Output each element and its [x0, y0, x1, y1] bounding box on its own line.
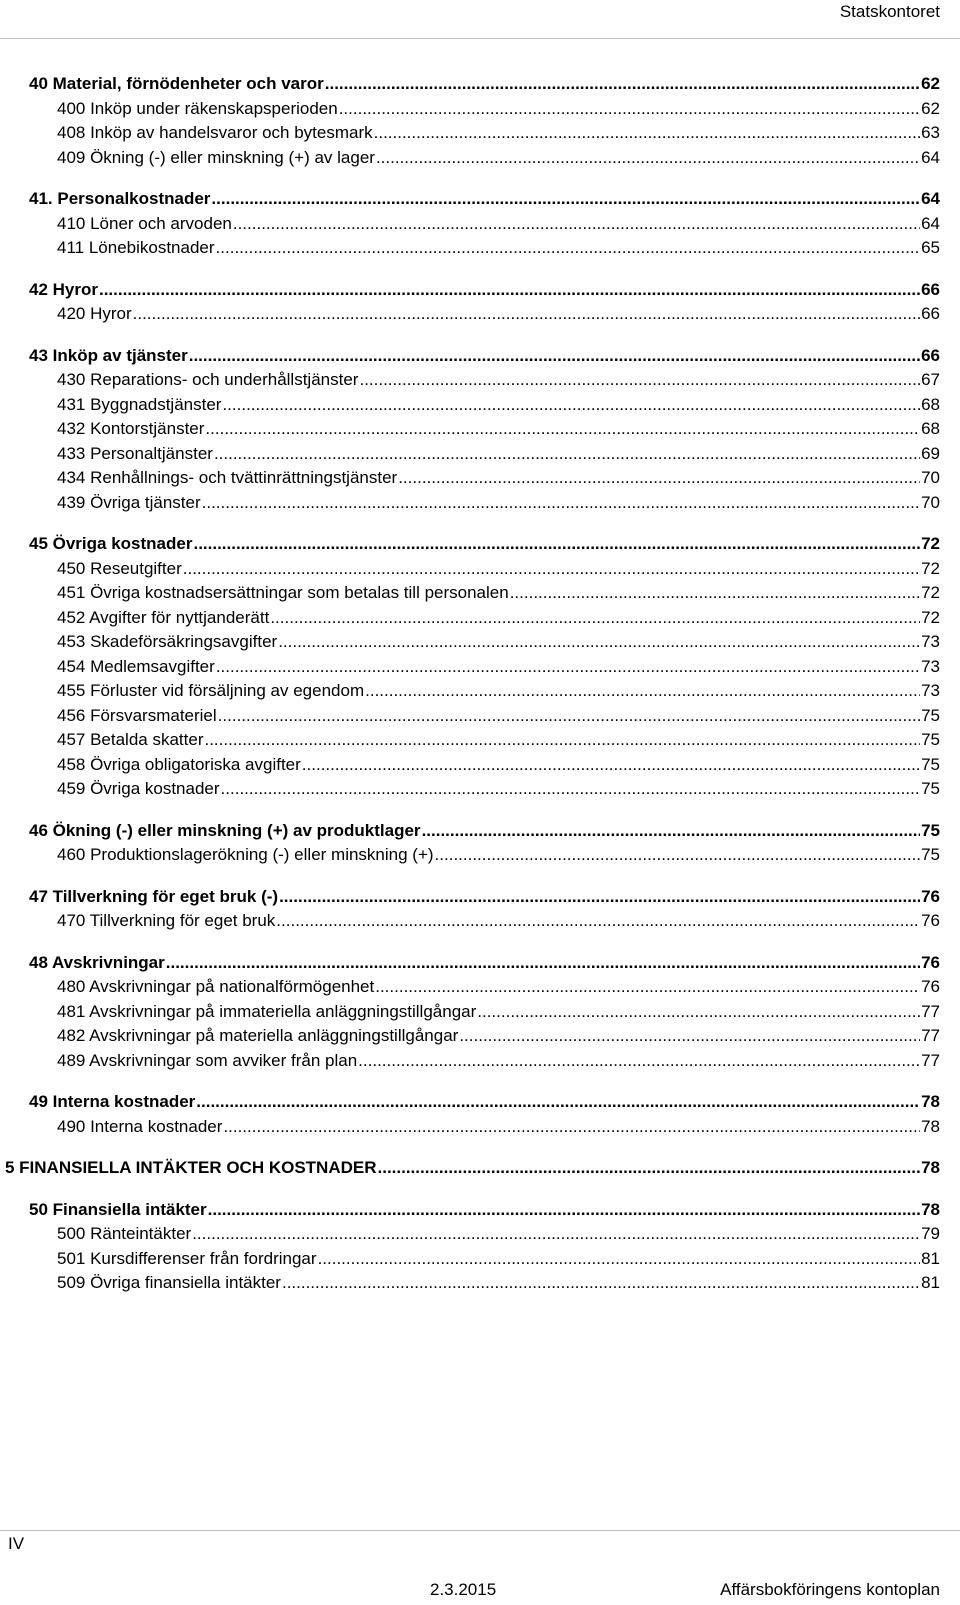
toc-spacer — [0, 802, 960, 819]
toc-entry[interactable] — [57, 1049, 940, 1074]
toc-leader-dots — [398, 466, 920, 491]
toc-section[interactable] — [29, 951, 940, 976]
toc-leader-dots — [208, 1198, 920, 1223]
toc-entry[interactable] — [57, 1115, 940, 1140]
toc-entry-label: 500 Ränteintäkter — [57, 1222, 192, 1247]
toc-entry[interactable] — [57, 1222, 940, 1247]
toc-section[interactable] — [29, 1198, 940, 1223]
toc-entry[interactable] — [57, 975, 940, 1000]
toc-leader-dots — [218, 704, 920, 729]
toc-page-number: 64 — [921, 189, 940, 208]
toc-entry-label: 50 Finansiella intäkter — [29, 1198, 208, 1223]
toc-leader-dots — [233, 212, 920, 237]
toc-page-number: 76 — [921, 911, 940, 930]
toc-page-number: 68 — [921, 394, 940, 414]
toc-section[interactable] — [29, 187, 940, 212]
toc-leader-dots — [375, 975, 920, 1000]
toc-leader-dots — [510, 581, 920, 606]
toc-entry[interactable] — [57, 581, 940, 606]
toc-entry-label: 47 Tillverkning för eget bruk (-) — [29, 885, 279, 910]
toc-entry-label: 5 FINANSIELLA INTÄKTER OCH KOSTNADER — [5, 1156, 378, 1181]
toc-page-number: 66 — [921, 345, 940, 365]
toc-leader-dots — [477, 1000, 920, 1025]
toc-entry[interactable] — [57, 704, 940, 729]
table-of-contents — [0, 72, 960, 1296]
toc-page-number: 75 — [921, 845, 940, 864]
toc-entry[interactable] — [57, 728, 940, 753]
toc-entry[interactable] — [57, 1000, 940, 1025]
toc-leader-dots — [325, 72, 920, 97]
toc-entry[interactable] — [57, 1271, 940, 1296]
toc-entry[interactable] — [57, 909, 940, 934]
toc-spacer — [0, 1181, 960, 1198]
toc-page-number: 77 — [921, 1026, 940, 1045]
toc-entry-label: 48 Avskrivningar — [29, 951, 166, 976]
toc-entry-label: 42 Hyror — [29, 278, 99, 303]
toc-entry-label: 49 Interna kostnader — [29, 1090, 196, 1115]
toc-page-number: 65 — [921, 238, 940, 257]
toc-leader-dots — [192, 1222, 920, 1247]
toc-spacer — [0, 1073, 960, 1090]
toc-page-number: 63 — [921, 123, 940, 142]
toc-page-number: 75 — [921, 730, 940, 749]
toc-leader-dots — [278, 630, 920, 655]
toc-leader-dots — [211, 187, 920, 212]
toc-entry-label: 45 Övriga kostnader — [29, 532, 193, 557]
toc-entry[interactable] — [57, 753, 940, 778]
toc-entry[interactable] — [57, 1247, 940, 1272]
toc-page-number: 64 — [921, 147, 940, 167]
toc-page-number: 81 — [921, 1248, 940, 1268]
toc-entry-label: 501 Kursdifferenser från fordringar — [57, 1247, 318, 1272]
toc-leader-dots — [318, 1247, 921, 1272]
toc-leader-dots — [204, 728, 920, 753]
footer-divider — [0, 1530, 960, 1531]
toc-leader-dots — [166, 951, 920, 976]
toc-page-number: 72 — [921, 583, 940, 602]
toc-page-number: 75 — [921, 779, 940, 798]
toc-page-number: 72 — [921, 534, 940, 553]
toc-leader-dots — [378, 1156, 921, 1181]
toc-leader-dots — [99, 278, 920, 303]
toc-entry[interactable] — [57, 97, 940, 122]
toc-leader-dots — [223, 1115, 920, 1140]
toc-page-number: 68 — [921, 419, 940, 438]
footer-date: 2.3.2015 — [430, 1580, 497, 1599]
toc-entry-label: 452 Avgifter för nyttjanderätt — [57, 606, 270, 631]
toc-page-number: 70 — [921, 468, 940, 487]
toc-spacer — [0, 934, 960, 951]
toc-entry[interactable] — [57, 442, 940, 467]
toc-entry-label: 455 Förluster vid försäljning av egendom — [57, 679, 365, 704]
header-divider — [0, 38, 960, 39]
toc-entry-label: 450 Reseutgifter — [57, 557, 183, 582]
page-number: IV — [8, 1534, 25, 1553]
toc-entry-label: 458 Övriga obligatoriska avgifter — [57, 753, 302, 778]
toc-entry-label: 482 Avskrivningar på materiella anläggningstillgångar — [57, 1024, 459, 1049]
toc-page-number: 67 — [921, 370, 940, 389]
toc-leader-dots — [376, 146, 920, 171]
toc-page-number: 69 — [921, 443, 940, 463]
toc-leader-dots — [222, 393, 920, 418]
toc-leader-dots — [359, 368, 920, 393]
toc-entry[interactable] — [57, 606, 940, 631]
toc-entry-label: 40 Material, förnödenheter och varor — [29, 72, 325, 97]
toc-page-number: 76 — [921, 977, 940, 996]
toc-leader-dots — [339, 97, 920, 122]
toc-page-number: 66 — [921, 304, 940, 323]
toc-leader-dots — [422, 819, 921, 844]
toc-page-number: 76 — [921, 952, 940, 972]
toc-chapter[interactable] — [5, 1156, 940, 1181]
toc-entry-label: 410 Löner och arvoden — [57, 212, 233, 237]
toc-section[interactable] — [29, 344, 940, 369]
toc-entry-label: 439 Övriga tjänster — [57, 491, 202, 516]
toc-section[interactable] — [29, 885, 940, 910]
toc-leader-dots — [365, 679, 920, 704]
toc-page-number: 73 — [921, 656, 940, 676]
toc-spacer — [0, 1139, 960, 1156]
toc-entry-label: 456 Försvarsmateriel — [57, 704, 218, 729]
toc-leader-dots — [279, 885, 920, 910]
toc-entry-label: 453 Skadeförsäkringsavgifter — [57, 630, 278, 655]
toc-section[interactable] — [29, 819, 940, 844]
toc-entry-label: 432 Kontorstjänster — [57, 417, 205, 442]
toc-page-number: 72 — [921, 607, 940, 627]
toc-entry-label: 470 Tillverkning för eget bruk — [57, 909, 276, 934]
toc-entry[interactable] — [57, 679, 940, 704]
toc-page-number: 78 — [921, 1199, 940, 1219]
toc-leader-dots — [270, 606, 920, 631]
toc-page-number: 76 — [921, 886, 940, 906]
toc-entry[interactable] — [57, 302, 940, 327]
toc-entry-label: 451 Övriga kostnadsersättningar som betalas till personalen — [57, 581, 510, 606]
toc-entry-label: 490 Interna kostnader — [57, 1115, 223, 1140]
toc-entry[interactable] — [57, 236, 940, 261]
toc-leader-dots — [196, 1090, 920, 1115]
toc-page-number: 70 — [921, 492, 940, 512]
toc-leader-dots — [183, 557, 920, 582]
toc-page-number: 62 — [921, 74, 940, 93]
toc-page-number: 75 — [921, 754, 940, 774]
toc-leader-dots — [205, 417, 920, 442]
toc-page-number: 66 — [921, 279, 940, 299]
toc-page-number: 78 — [921, 1092, 940, 1111]
toc-page-number: 79 — [921, 1224, 940, 1243]
toc-entry-label: 480 Avskrivningar på nationalförmögenhet — [57, 975, 375, 1000]
toc-leader-dots — [459, 1024, 920, 1049]
toc-entry[interactable] — [57, 466, 940, 491]
toc-leader-dots — [435, 843, 921, 868]
toc-entry[interactable] — [57, 1024, 940, 1049]
toc-entry[interactable] — [57, 655, 940, 680]
toc-entry[interactable] — [57, 491, 940, 516]
toc-page-number: 72 — [921, 558, 940, 578]
toc-spacer — [0, 170, 960, 187]
toc-entry-label: 509 Övriga finansiella intäkter — [57, 1271, 282, 1296]
toc-page-number: 73 — [921, 632, 940, 651]
toc-entry[interactable] — [57, 121, 940, 146]
toc-page-number: 64 — [921, 213, 940, 233]
toc-spacer — [0, 515, 960, 532]
toc-page-number: 78 — [921, 1158, 940, 1177]
toc-entry-label: 457 Betalda skatter — [57, 728, 204, 753]
toc-section[interactable] — [29, 72, 940, 97]
toc-section[interactable] — [29, 532, 940, 557]
toc-entry-label: 400 Inköp under räkenskapsperioden — [57, 97, 339, 122]
toc-leader-dots — [374, 121, 920, 146]
toc-entry-label: 430 Reparations- och underhållstjänster — [57, 368, 359, 393]
toc-entry-label: 431 Byggnadstjänster — [57, 393, 222, 418]
toc-entry[interactable] — [57, 212, 940, 237]
toc-spacer — [0, 327, 960, 344]
toc-entry-label: 408 Inköp av handelsvaror och bytesmark — [57, 121, 374, 146]
toc-entry-label: 460 Produktionslagerökning (-) eller minskning (+) — [57, 843, 435, 868]
toc-leader-dots — [202, 491, 920, 516]
toc-leader-dots — [189, 344, 920, 369]
toc-entry[interactable] — [57, 777, 940, 802]
toc-entry[interactable] — [57, 557, 940, 582]
toc-entry[interactable] — [57, 843, 940, 868]
toc-entry-label: 454 Medlemsavgifter — [57, 655, 216, 680]
toc-entry-label: 41. Personalkostnader — [29, 187, 211, 212]
toc-entry-label: 43 Inköp av tjänster — [29, 344, 189, 369]
toc-page-number: 78 — [921, 1116, 940, 1136]
toc-page-number: 81 — [921, 1273, 940, 1292]
toc-spacer — [0, 868, 960, 885]
toc-leader-dots — [133, 302, 920, 327]
toc-leader-dots — [276, 909, 920, 934]
toc-section[interactable] — [29, 1090, 940, 1115]
toc-leader-dots — [282, 1271, 920, 1296]
toc-entry-label: 481 Avskrivningar på immateriella anläggningstillgångar — [57, 1000, 477, 1025]
toc-leader-dots — [221, 777, 921, 802]
toc-entry-label: 434 Renhållnings- och tvättinrättningstjänster — [57, 466, 398, 491]
toc-leader-dots — [214, 442, 920, 467]
toc-page-number: 73 — [921, 681, 940, 700]
toc-page-number: 77 — [921, 1001, 940, 1021]
toc-leader-dots — [358, 1049, 920, 1074]
toc-entry-label: 411 Lönebikostnader — [57, 236, 216, 261]
header-title: Statskontoret — [839, 2, 940, 21]
toc-entry[interactable] — [57, 368, 940, 393]
toc-spacer — [0, 261, 960, 278]
toc-leader-dots — [193, 532, 920, 557]
toc-entry-label: 459 Övriga kostnader — [57, 777, 221, 802]
toc-page-number: 62 — [921, 98, 940, 118]
footer-document-title: Affärsbokföringens kontoplan — [720, 1580, 940, 1599]
toc-entry[interactable] — [57, 630, 940, 655]
toc-page-number: 75 — [921, 820, 940, 840]
toc-section[interactable] — [29, 278, 940, 303]
toc-leader-dots — [216, 236, 921, 261]
toc-entry[interactable] — [57, 417, 940, 442]
toc-entry-label: 46 Ökning (-) eller minskning (+) av produktlager — [29, 819, 422, 844]
toc-page-number: 77 — [921, 1050, 940, 1070]
toc-leader-dots — [216, 655, 920, 680]
toc-page-number: 75 — [921, 705, 940, 725]
toc-entry[interactable] — [57, 146, 940, 171]
toc-entry[interactable] — [57, 393, 940, 418]
toc-entry-label: 409 Ökning (-) eller minskning (+) av lager — [57, 146, 376, 171]
toc-entry-label: 489 Avskrivningar som avviker från plan — [57, 1049, 358, 1074]
toc-leader-dots — [302, 753, 920, 778]
toc-entry-label: 433 Personaltjänster — [57, 442, 214, 467]
toc-entry-label: 420 Hyror — [57, 302, 133, 327]
